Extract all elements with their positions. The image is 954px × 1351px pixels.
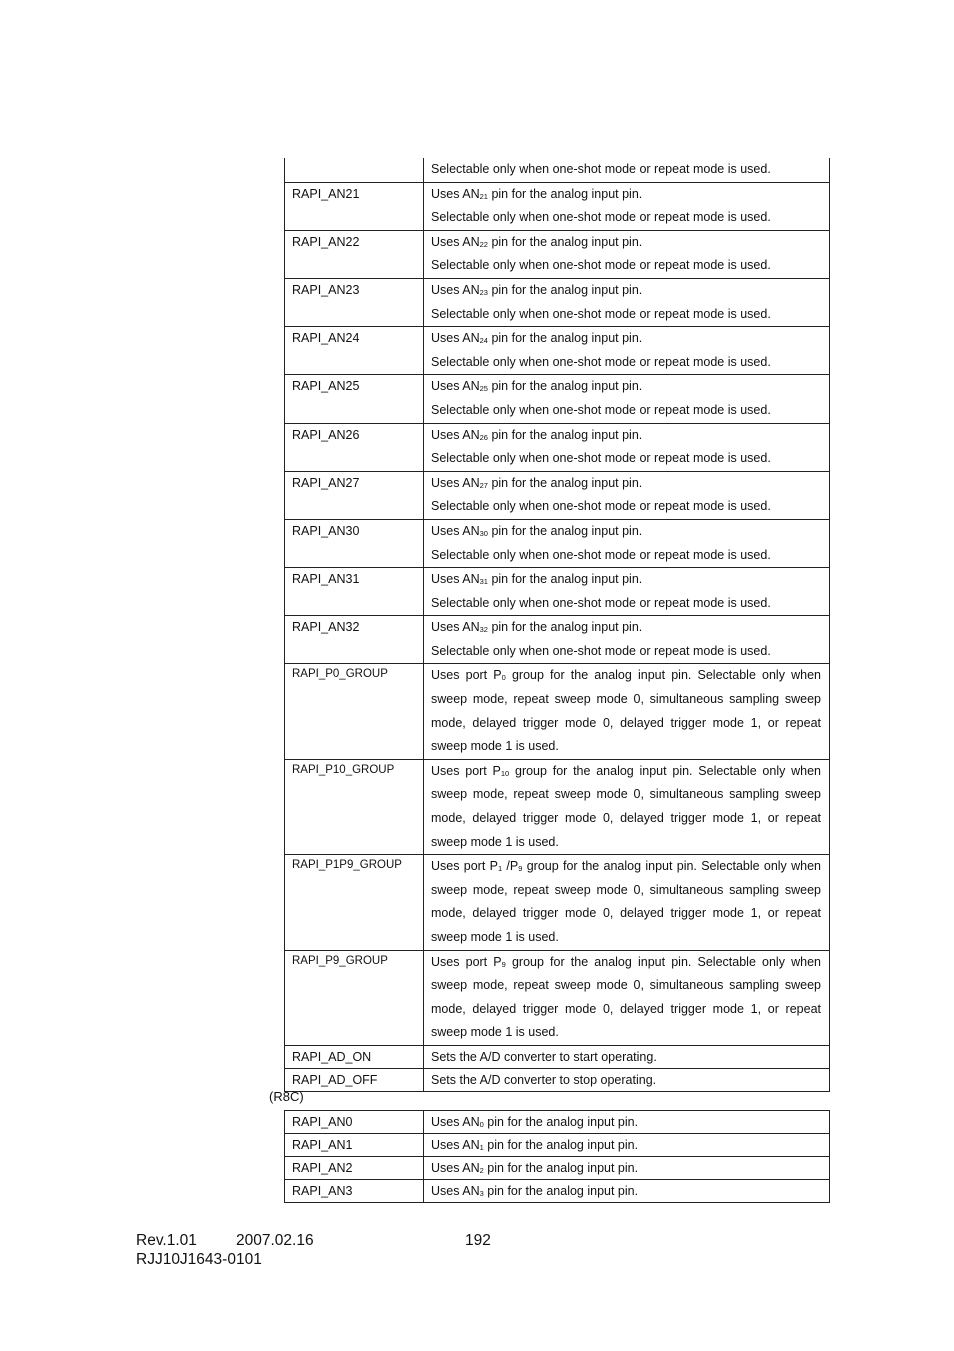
desc-subscript: 10 <box>500 768 510 778</box>
selectable-note: Selectable only when one-shot mode or repeat mode is used. <box>431 451 771 466</box>
param-name: RAPI_AN27 <box>285 471 424 519</box>
desc-suffix: pin for the analog input pin. <box>483 1115 639 1129</box>
param-name: RAPI_AN1 <box>285 1134 424 1157</box>
desc-suffix: pin for the analog input pin. <box>483 1161 639 1175</box>
param-desc-cell <box>424 1111 830 1134</box>
desc-subscript: 30 <box>479 528 488 538</box>
param-name: RAPI_P0_GROUP <box>285 664 424 759</box>
desc-prefix: Uses AN <box>431 331 480 346</box>
param-desc-cell <box>424 568 830 616</box>
param-desc-cell <box>424 519 830 567</box>
param-description <box>431 327 821 351</box>
desc-suffix: pin for the analog input pin. <box>487 572 643 587</box>
param-name: RAPI_P1P9_GROUP <box>285 855 424 950</box>
r8c-table-body <box>285 1111 830 1203</box>
table-row <box>285 1134 830 1157</box>
selectable-note: Selectable only when one-shot mode or repeat mode is used. <box>431 162 771 176</box>
param-name: RAPI_AN30 <box>285 519 424 567</box>
desc-subscript: 23 <box>479 287 488 297</box>
document-id: RJJ10J1643-0101 <box>136 1251 262 1268</box>
desc-prefix: Uses AN <box>431 572 480 587</box>
desc-subscript: 0 <box>501 673 506 683</box>
desc-prefix: Uses AN <box>431 620 480 635</box>
desc-subscript: 25 <box>479 384 488 394</box>
desc-subscript: 1 <box>497 864 503 874</box>
desc-mid: /P <box>502 859 519 874</box>
desc-suffix: pin for the analog input pin. <box>487 282 643 297</box>
table-row <box>285 230 830 278</box>
param-description <box>431 375 821 399</box>
table-row <box>285 158 830 182</box>
selectable-note: Selectable only when one-shot mode or repeat mode is used. <box>431 499 771 514</box>
desc-subscript: 22 <box>479 239 488 249</box>
desc-suffix: pin for the analog input pin. <box>487 234 643 249</box>
desc-subscript: 3 <box>479 1189 484 1198</box>
param-desc-cell <box>424 423 830 471</box>
desc-prefix: Uses AN <box>431 523 480 538</box>
param-description: Sets the A/D converter to stop operating. <box>431 1072 657 1087</box>
param-desc-cell <box>424 1068 830 1091</box>
table-row <box>285 1157 830 1180</box>
param-desc-cell <box>424 950 830 1045</box>
revision-date: 2007.02.16 <box>236 1232 314 1249</box>
param-description <box>431 664 821 758</box>
desc-prefix: Uses port P <box>431 668 502 683</box>
desc-suffix: pin for the analog input pin. <box>487 331 643 346</box>
param-name: RAPI_AN0 <box>285 1111 424 1134</box>
param-name: RAPI_P9_GROUP <box>285 950 424 1045</box>
selectable-note: Selectable only when one-shot mode or repeat mode is used. <box>431 354 771 369</box>
selectable-note: Selectable only when one-shot mode or repeat mode is used. <box>431 258 771 273</box>
parameter-table-continued <box>284 158 830 1092</box>
desc-suffix: group for the analog input pin. Selectable only when sweep mode, repeat sweep mode 0, simultaneous sampling sweep mode, delayed trigger mode 0, delayed trigger mode 1, or repeat sweep mode 1 is used. <box>431 763 821 849</box>
selectable-note: Selectable only when one-shot mode or repeat mode is used. <box>431 643 771 658</box>
desc-prefix: Uses port P <box>431 954 502 969</box>
table-row <box>285 759 830 854</box>
param-name: RAPI_AD_ON <box>285 1045 424 1068</box>
param-description <box>431 1157 821 1179</box>
param-desc-cell <box>424 664 830 759</box>
section-caption: (R8C) <box>269 1089 304 1104</box>
desc-suffix: pin for the analog input pin. <box>487 379 643 394</box>
param-description <box>431 183 821 207</box>
table-row <box>285 1180 830 1203</box>
desc-suffix: pin for the analog input pin. <box>487 523 643 538</box>
desc-prefix: Uses AN <box>431 427 480 442</box>
param-description <box>431 231 821 255</box>
param-desc-cell <box>424 1134 830 1157</box>
desc-subscript-2: 9 <box>518 864 523 874</box>
table-row <box>285 327 830 375</box>
desc-suffix: pin for the analog input pin. <box>487 186 643 201</box>
desc-subscript: 0 <box>479 1120 484 1129</box>
param-name: RAPI_AN31 <box>285 568 424 616</box>
table-row <box>285 182 830 230</box>
param-name: RAPI_AN3 <box>285 1180 424 1203</box>
desc-suffix: pin for the analog input pin. <box>483 1184 639 1198</box>
desc-prefix: Uses AN <box>431 282 480 297</box>
param-desc-cell <box>424 855 830 950</box>
desc-prefix: Uses AN <box>431 1161 480 1175</box>
desc-prefix: Uses AN <box>431 1138 480 1152</box>
table-row <box>285 1045 830 1068</box>
table-row <box>285 423 830 471</box>
selectable-note: Selectable only when one-shot mode or repeat mode is used. <box>431 402 771 417</box>
parameter-table-body <box>285 158 830 1091</box>
desc-subscript: 21 <box>479 191 488 201</box>
desc-subscript: 9 <box>501 959 506 969</box>
param-desc-cell <box>424 182 830 230</box>
param-description <box>431 1180 821 1202</box>
desc-prefix: Uses AN <box>431 186 480 201</box>
selectable-note: Selectable only when one-shot mode or repeat mode is used. <box>431 595 771 610</box>
param-name-cell <box>285 158 424 182</box>
param-description: Sets the A/D converter to start operating. <box>431 1049 657 1064</box>
param-description <box>431 616 821 640</box>
param-description <box>431 520 821 544</box>
param-description <box>431 1111 821 1133</box>
table-row <box>285 278 830 326</box>
param-name: RAPI_AN32 <box>285 616 424 664</box>
desc-prefix: Uses AN <box>431 1115 480 1129</box>
selectable-note: Selectable only when one-shot mode or repeat mode is used. <box>431 306 771 321</box>
param-name: RAPI_AN21 <box>285 182 424 230</box>
param-name: RAPI_AN24 <box>285 327 424 375</box>
param-name: RAPI_AN23 <box>285 278 424 326</box>
param-desc-cell <box>424 230 830 278</box>
desc-subscript: 1 <box>479 1143 484 1152</box>
param-description <box>431 855 821 949</box>
desc-prefix: Uses port P <box>431 763 501 778</box>
param-name: RAPI_AN25 <box>285 375 424 423</box>
param-desc-cell <box>424 616 830 664</box>
desc-suffix: group for the analog input pin. Selectable only when sweep mode, repeat sweep mode 0, simultaneous sampling sweep mode, delayed trigger mode 0, delayed trigger mode 1, or repeat sweep mode 1 is used. <box>431 668 821 754</box>
desc-prefix: Uses AN <box>431 475 480 490</box>
desc-subscript: 32 <box>479 625 488 635</box>
table-row <box>285 471 830 519</box>
desc-prefix: Uses AN <box>431 379 480 394</box>
param-desc-cell <box>424 759 830 854</box>
desc-subscript: 24 <box>479 336 488 346</box>
param-desc-cell <box>424 278 830 326</box>
table-row <box>285 855 830 950</box>
desc-suffix: pin for the analog input pin. <box>487 427 643 442</box>
param-desc-cell <box>424 471 830 519</box>
desc-prefix: Uses port P <box>431 859 498 874</box>
param-description <box>431 951 821 1045</box>
r8c-parameter-table <box>284 1110 830 1203</box>
desc-subscript: 27 <box>479 480 488 490</box>
param-desc-cell <box>424 327 830 375</box>
desc-subscript: 2 <box>479 1166 484 1175</box>
desc-subscript: 31 <box>479 577 488 587</box>
param-desc-cell <box>424 1045 830 1068</box>
table-row <box>285 1068 830 1091</box>
param-name: RAPI_AN26 <box>285 423 424 471</box>
desc-suffix: group for the analog input pin. Selectable only when sweep mode, repeat sweep mode 0, simultaneous sampling sweep mode, delayed trigger mode 0, delayed trigger mode 1, or repeat sweep mode 1 is used. <box>431 859 821 944</box>
param-description <box>431 1134 821 1156</box>
param-name: RAPI_AN22 <box>285 230 424 278</box>
param-name: RAPI_AN2 <box>285 1157 424 1180</box>
desc-prefix: Uses AN <box>431 234 480 249</box>
table-row <box>285 616 830 664</box>
desc-suffix: group for the analog input pin. Selectable only when sweep mode, repeat sweep mode 0, simultaneous sampling sweep mode, delayed trigger mode 0, delayed trigger mode 1, or repeat sweep mode 1 is used. <box>431 954 821 1040</box>
desc-prefix: Uses AN <box>431 1184 480 1198</box>
desc-suffix: pin for the analog input pin. <box>487 475 643 490</box>
param-description <box>431 424 821 448</box>
table-row <box>285 664 830 759</box>
page-number: 192 <box>465 1232 491 1249</box>
table-row <box>285 568 830 616</box>
desc-suffix: pin for the analog input pin. <box>487 620 643 635</box>
desc-subscript: 26 <box>479 432 488 442</box>
param-desc-cell <box>424 1180 830 1203</box>
param-desc-cell <box>424 158 830 182</box>
table-row <box>285 519 830 567</box>
table-row <box>285 375 830 423</box>
table-row <box>285 1111 830 1134</box>
param-description <box>431 568 821 592</box>
selectable-note: Selectable only when one-shot mode or repeat mode is used. <box>431 547 771 562</box>
desc-suffix: pin for the analog input pin. <box>483 1138 639 1152</box>
revision: Rev.1.01 <box>136 1232 197 1249</box>
param-desc-cell <box>424 1157 830 1180</box>
param-description <box>431 472 821 496</box>
param-name: RAPI_P10_GROUP <box>285 759 424 854</box>
table-row <box>285 950 830 1045</box>
param-desc-cell <box>424 375 830 423</box>
param-description <box>431 279 821 303</box>
param-name: RAPI_AD_OFF <box>285 1068 424 1091</box>
param-description <box>431 760 821 854</box>
selectable-note: Selectable only when one-shot mode or repeat mode is used. <box>431 210 771 225</box>
